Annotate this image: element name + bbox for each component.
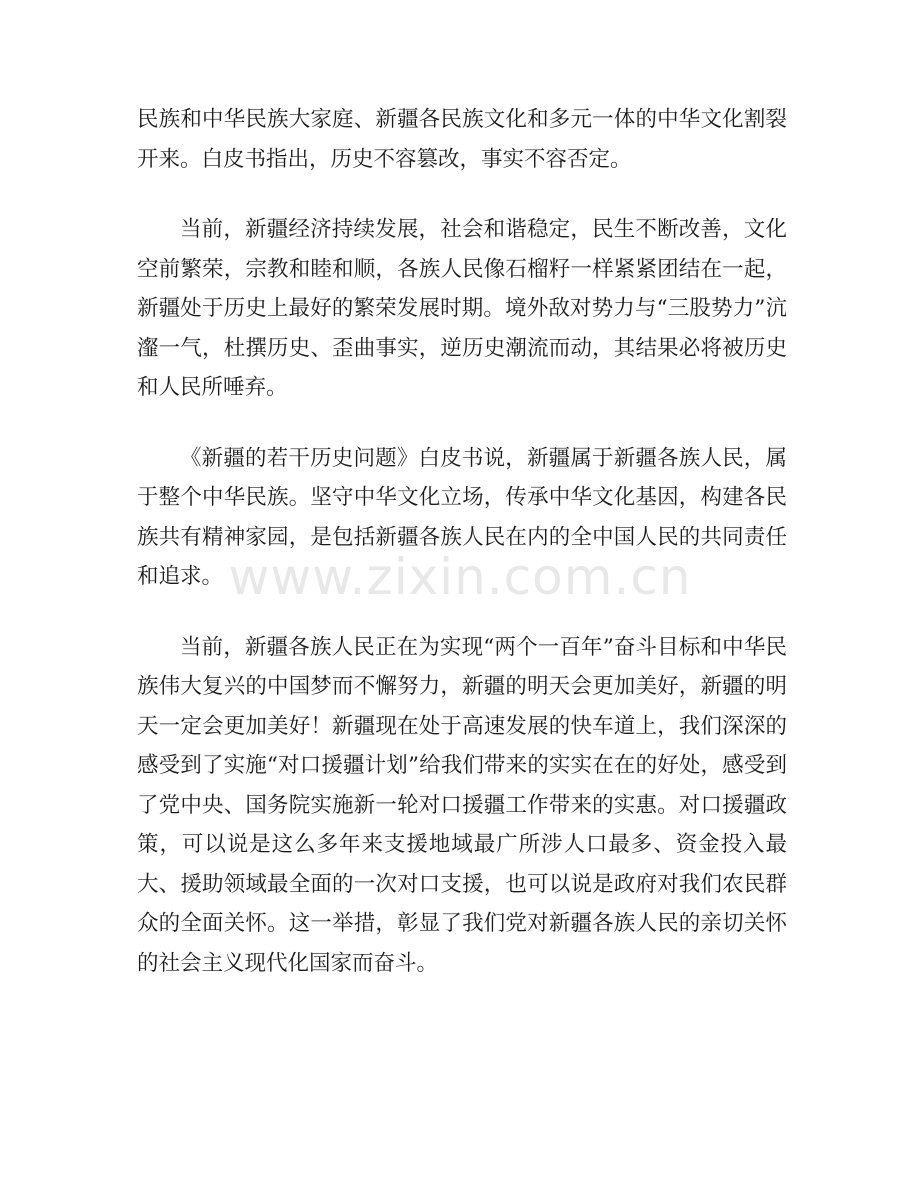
paragraph-2: 当前，新疆经济持续发展，社会和谐稳定，民生不断改善，文化空前繁荣，宗教和睦和顺，各族人民像石榴籽一样紧紧团结在一起，新疆处于历史上最好的繁荣发展时期。境外敌对势力与“三股势力”沆瀣一气，杜撰历史、歪曲事实，逆历史潮流而动，其结果必将被历史和人民所唾弃。 — [137, 217, 787, 400]
watermark: www.zixin.com.cn — [228, 548, 692, 606]
document-body — [137, 100, 787, 1014]
paragraph-4: 当前，新疆各族人民正在为实现“两个一百年”奋斗目标和中华民族伟大复兴的中国梦而不懈努力，新疆的明天会更加美好，新疆的明天一定会更加美好！新疆现在处于高速发展的快车道上，我们深深的感受到了实施“对口援疆计划”给我们带来的实实在在的好处，感受到了党中央、国务院实施新一轮对口援疆工作带来的实惠。对口援疆政策，可以说是这么多年来支援地域最广所涉人口最多、资金投入最大、援助领域最全面的一次对口支援，也可以说是政府对我们农民群众的全面关怀。这一举措，彰显了我们党对新疆各族人民的亲切关怀的社会主义现代化国家而奋斗。 — [137, 634, 787, 976]
paragraph-3: 《新疆的若干历史问题》白皮书说，新疆属于新疆各族人民，属于整个中华民族。坚守中华文化立场，传承中华文化基因，构建各民族共有精神家园，是包括新疆各族人民在内的全中国人民的共同责任和追求。 — [137, 445, 787, 589]
paragraph-1: 民族和中华民族大家庭、新疆各民族文化和多元一体的中华文化割裂开来。白皮书指出，历史不容篡改，事实不容否定。 — [137, 107, 787, 172]
